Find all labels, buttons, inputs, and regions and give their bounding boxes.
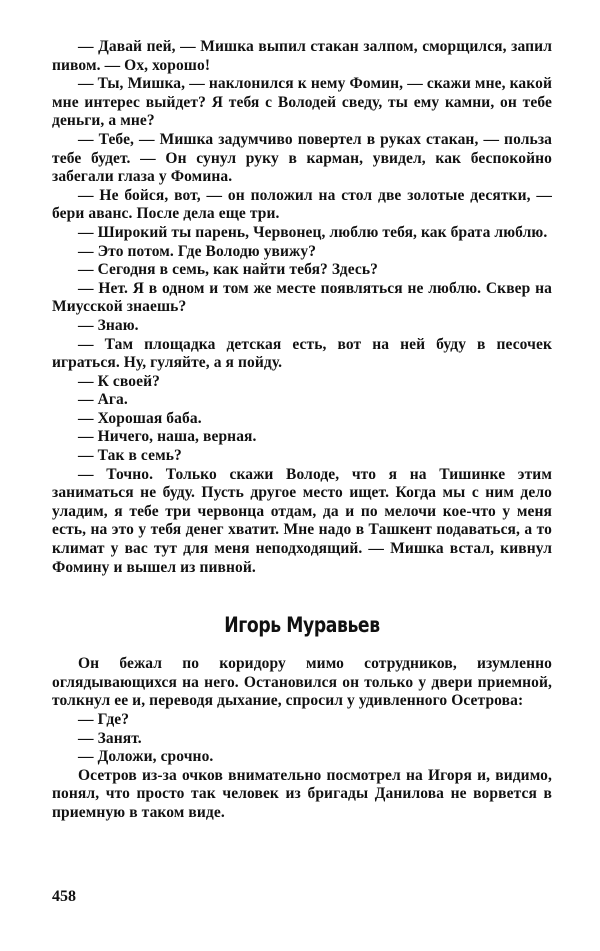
paragraph: — Знаю.: [78, 316, 139, 334]
dialogue-section: [52, 38, 552, 577]
paragraph: — Ага.: [78, 391, 128, 409]
paragraph: — Точно. Только скажи Володе, что я на Тишинке этим заниматься не буду. Пусть другое место ищет. Когда мы с ним дело уладим, я тебе три червонца отдам, да и по мелочи кое-что у меня есть, на это у тебя денег хватит. Мне надо в Ташкент подаваться, а то климат у вас тут для меня неподходящий. — Мишка встал, кивнул Фомину и вышел из пивной.: [52, 465, 552, 576]
paragraph: — Широкий ты парень, Червонец, люблю тебя, как брата люблю.: [78, 223, 548, 241]
paragraph: — Это потом. Где Володю увижу?: [78, 242, 317, 260]
paragraph: — Давай пей, — Мишка выпил стакан залпом, сморщился, запил пивом. — Ох, хорошо!: [52, 38, 552, 74]
paragraph: — Хорошая баба.: [78, 409, 202, 427]
paragraph: — Тебе, — Мишка задумчиво повертел в руках стакан, — польза тебе будет. — Он сунул руку в карман, увидел, как беспокойно забегали глаза у Фомина.: [52, 130, 552, 186]
book-page: [52, 38, 552, 823]
paragraph: — Нет. Я в одном и том же месте появляться не люблю. Сквер на Миусской знаешь?: [52, 279, 552, 316]
paragraph: — К своей?: [78, 372, 160, 390]
paragraph: — Ты, Мишка, — наклонился к нему Фомин, — скажи мне, какой мне интерес выйдет? Я тебя с Володей сведу, ты ему камни, он тебе деньги, а мне?: [52, 75, 552, 130]
paragraph: — Занят.: [78, 729, 142, 747]
paragraph: — Доложи, срочно.: [78, 748, 214, 766]
paragraph: — Сегодня в семь, как найти тебя? Здесь?: [78, 261, 379, 279]
paragraph: — Ничего, наша, верная.: [78, 428, 257, 446]
narrative-section: [52, 655, 552, 822]
paragraph: — Не бойся, вот, — он положил на стол две золотые десятки, — бери аванс. После дела еще три.: [52, 186, 552, 223]
chapter-heading: Игорь Муравьев: [224, 613, 380, 638]
paragraph: — Там площадка детская есть, вот на ней буду в песочек играться. Ну, гуляйте, а я пойду.: [52, 335, 552, 372]
paragraph: — Где?: [78, 711, 130, 728]
page-number: 458: [52, 888, 76, 905]
paragraph: Осетров из-за очков внимательно посмотрел на Игоря и, видимо, понял, что просто так человек из бригады Данилова не ворвется в приемную в таком виде.: [52, 766, 552, 821]
paragraph: — Так в семь?: [78, 447, 182, 465]
paragraph: Он бежал по коридору мимо сотрудников, изумленно оглядывающихся на него. Остановился он только у двери приемной, толкнул ее и, переводя дыхание, спросил у удивленного Осетрова:: [52, 655, 552, 710]
